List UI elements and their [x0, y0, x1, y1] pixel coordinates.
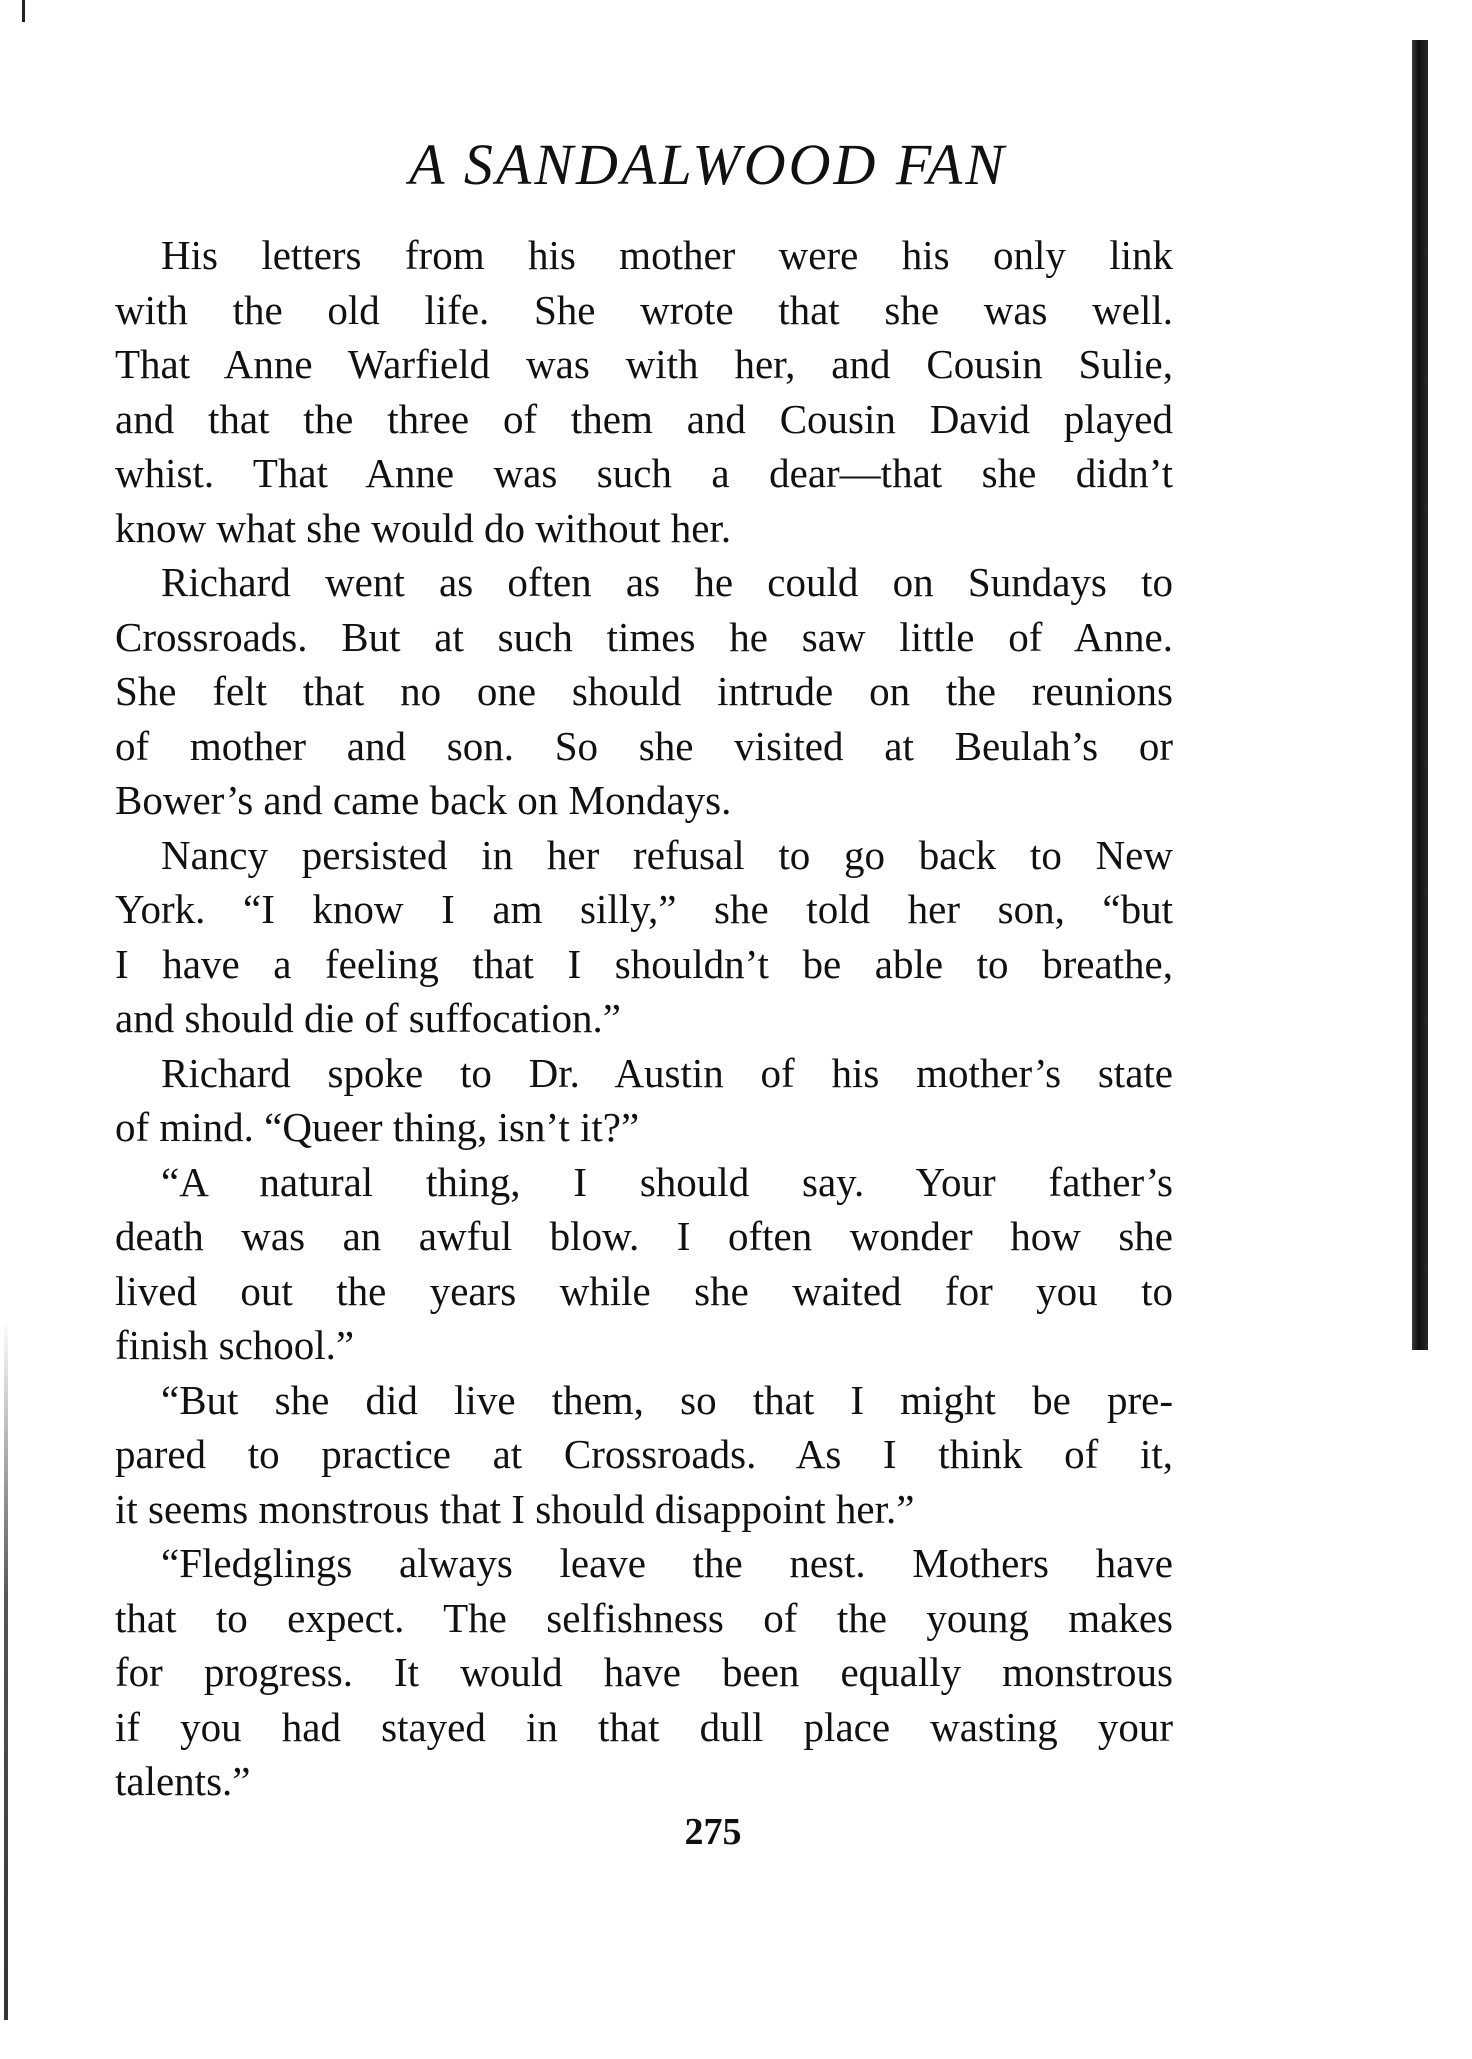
paragraph: [115, 1155, 1173, 1373]
paragraph: [115, 1373, 1173, 1537]
text-line: it seems monstrous that I should disappoint her.”: [115, 1485, 915, 1532]
paragraph: [115, 1046, 1173, 1155]
page-number: 275: [684, 1811, 742, 1853]
text-line: lived out the years while she waited for you to: [115, 1267, 1173, 1314]
text-line: His letters from his mother were his only link: [161, 232, 1173, 278]
text-line: if you had stayed in that dull place wasting your: [115, 1703, 1173, 1750]
running-head: A SANDALWOOD FAN: [409, 132, 1007, 197]
text-line: for progress. It would have been equally monstrous: [115, 1649, 1173, 1695]
corner-mark: [22, 0, 25, 22]
text-line: talents.”: [115, 1758, 251, 1804]
binding-edge-shadow: [1412, 40, 1428, 1350]
text-line: of mother and son. So she visited at Beulah’s or: [115, 722, 1173, 769]
text-line: “Fledglings always leave the nest. Mothers have: [161, 1540, 1173, 1586]
text-line: that to expect. The selfishness of the young makes: [115, 1594, 1173, 1641]
text-line: That Anne Warfield was with her, and Cousin Sulie,: [115, 341, 1173, 387]
text-line: and that the three of them and Cousin David played: [115, 395, 1173, 442]
text-line: York. “I know I am silly,” she told her son, “but: [115, 886, 1173, 932]
paragraph: [115, 828, 1173, 1046]
text-line: with the old life. She wrote that she was well.: [115, 286, 1173, 333]
paragraph: [115, 228, 1173, 555]
text-line: “But she did live them, so that I might be pre-: [161, 1376, 1173, 1423]
paragraph: [115, 1536, 1173, 1809]
text-line: death was an awful blow. I often wonder how she: [115, 1213, 1173, 1259]
text-line: finish school.”: [115, 1322, 355, 1368]
body-text: [115, 228, 1173, 1809]
page-edge-shadow: [4, 1320, 8, 2020]
text-line: know what she would do without her.: [115, 504, 732, 551]
text-line: Nancy persisted in her refusal to go back to New: [161, 831, 1173, 878]
text-line: Crossroads. But at such times he saw little of Anne.: [115, 613, 1173, 660]
text-line: “A natural thing, I should say. Your father’s: [161, 1158, 1173, 1205]
text-line: Richard spoke to Dr. Austin of his mother’s state: [161, 1049, 1173, 1096]
text-line: pared to practice at Crossroads. As I think of it,: [115, 1431, 1173, 1477]
text-line: She felt that no one should intrude on the reunions: [115, 668, 1173, 714]
text-line: I have a feeling that I shouldn’t be able to breathe,: [115, 940, 1173, 987]
text-line: Bower’s and came back on Mondays.: [115, 777, 732, 823]
text-line: and should die of suffocation.”: [115, 995, 621, 1041]
text-line: whist. That Anne was such a dear—that she didn’t: [115, 450, 1173, 496]
text-line: of mind. “Queer thing, isn’t it?”: [115, 1104, 640, 1150]
paragraph: [115, 555, 1173, 828]
text-line: Richard went as often as he could on Sundays to: [161, 559, 1173, 605]
